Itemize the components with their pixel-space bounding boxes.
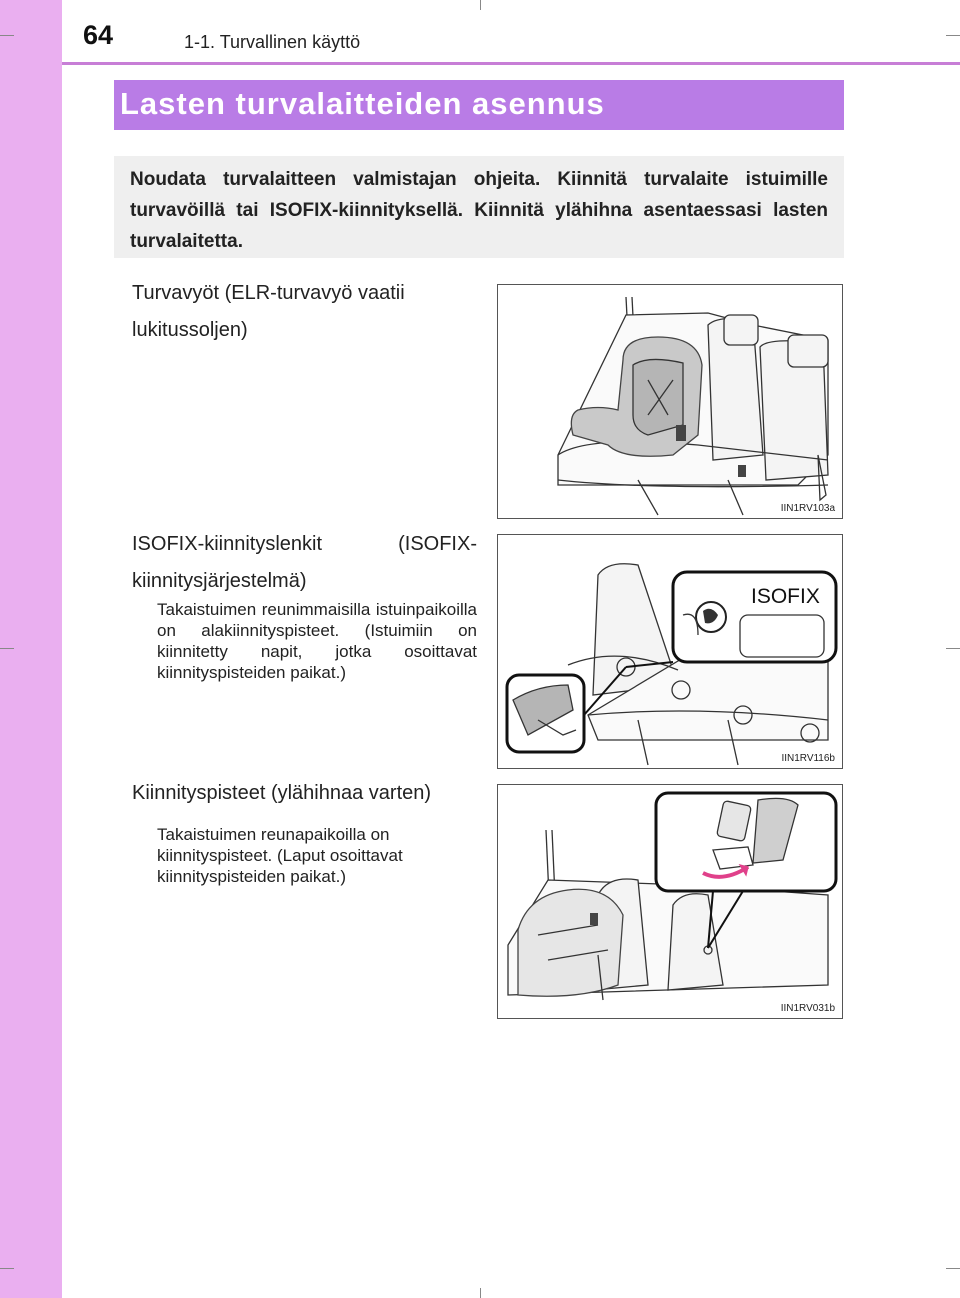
item-body-top-tether: Takaistuimen reunapaikoilla on kiinnityspisteet. (Laput osoittavat kiinnityspisteiden paikat.)	[157, 825, 403, 886]
crop-mark	[946, 648, 960, 649]
crop-mark	[946, 35, 960, 36]
breadcrumb: 1-1. Turvallinen käyttö	[184, 32, 361, 52]
figure-code: IIN1RV116b	[781, 753, 835, 764]
crop-mark	[946, 1268, 960, 1269]
isofix-illustration	[498, 535, 843, 769]
header-rule	[62, 62, 960, 65]
chapter-side-bar	[0, 0, 62, 1298]
page-header	[62, 0, 960, 64]
crop-mark	[480, 1288, 481, 1298]
crop-mark	[480, 0, 481, 10]
figure-code: IIN1RV103a	[780, 503, 835, 514]
item-title-top-tether: Kiinnityspisteet (ylähihnaa varten)	[132, 782, 432, 804]
page-number: 64	[83, 20, 114, 50]
section-title: Lasten turvalaitteiden asennus	[114, 80, 844, 130]
figure-seat-belt-install	[497, 284, 843, 519]
item-title-seat-belts: Turvavyöt (ELR-turvavyö vaatii lukitussoljen)	[132, 282, 405, 341]
crop-mark	[0, 35, 14, 36]
item-body-isofix: Takaistuimen reunimmaisilla istuinpaikoilla on alakiinnityspisteet. (Istuimiin on kiinnitetty napit, jotka osoittavat kiinnityspisteiden paikat.)	[157, 600, 477, 682]
crop-mark	[0, 1268, 14, 1269]
top-tether-illustration	[498, 785, 843, 1019]
crop-mark	[0, 648, 14, 649]
intro-box: Noudata turvalaitteen valmistajan ohjeita. Kiinnitä turvalaite istuimille turvavöillä tai ISOFIX-kiinnityksellä. Kiinnitä ylähihna asentaessasi lasten turvalaitetta.	[114, 156, 844, 258]
figure-code: IIN1RV031b	[780, 1003, 835, 1014]
figure-isofix-anchors	[497, 534, 843, 769]
item-title-isofix: ISOFIX-kiinnityslenkit (ISOFIX-kiinnitysjärjestelmä)	[132, 533, 477, 592]
figure-top-tether-anchors	[497, 784, 843, 1019]
seat-belt-illustration	[498, 285, 843, 519]
isofix-label: ISOFIX	[751, 585, 820, 608]
